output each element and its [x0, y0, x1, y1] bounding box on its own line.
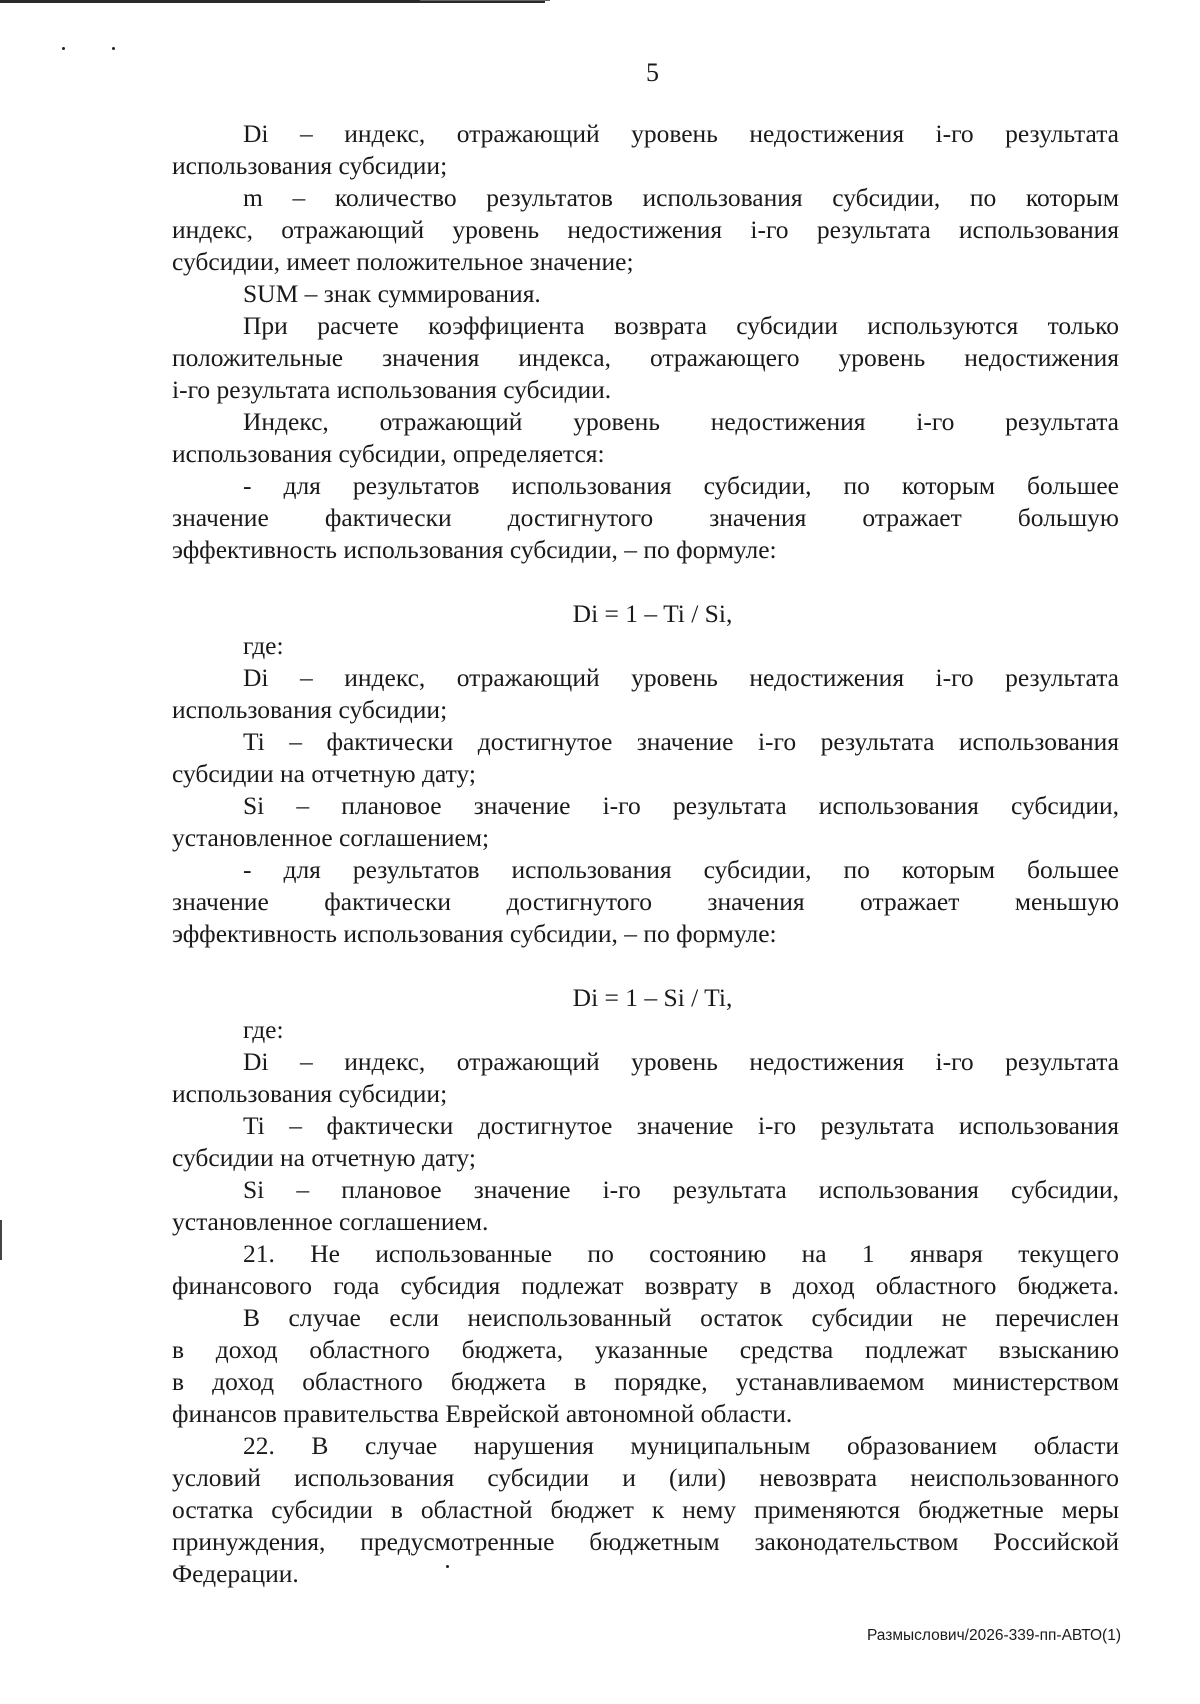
text-line: использования субсидии, определяется:: [172, 439, 605, 468]
scan-edge-line: [420, 0, 550, 1]
text-line: остатка субсидии в областной бюджет к нему применяются бюджетные меры: [172, 1495, 1119, 1524]
text-line: субсидии на отчетную дату;: [172, 759, 476, 788]
text-line: условий использования субсидии и (или) невозврата неиспользованного: [172, 1463, 1119, 1492]
scan-dot: [62, 47, 65, 50]
text-line: В случае если неиспользованный остаток субсидии не перечислен: [243, 1303, 1119, 1332]
text-line: использования субсидии;: [172, 695, 448, 724]
text-line: использования субсидии;: [172, 1079, 448, 1108]
text-line: Индекс, отражающий уровень недостижения i-го результата: [243, 407, 1119, 436]
text-line: использования субсидии;: [172, 151, 448, 180]
text-line: где:: [243, 631, 284, 660]
text-line: Si – плановое значение i-го результата использования субсидии,: [243, 1175, 1119, 1204]
formula: Di = 1 – Si / Ti,: [572, 983, 733, 1012]
text-line: положительные значения индекса, отражающего уровень недостижения: [172, 343, 1119, 372]
text-line: в доход областного бюджета, указанные средства подлежат взысканию: [172, 1335, 1119, 1364]
text-line: m – количество результатов использования субсидии, по которым: [243, 183, 1119, 212]
text-line: установленное соглашением;: [172, 823, 490, 852]
text-line: принуждения, предусмотренные бюджетным законодательством Российской: [172, 1527, 1119, 1556]
text-line: в доход областного бюджета в порядке, устанавливаемом министерством: [172, 1367, 1119, 1396]
text-line: 21. Не использованные по состоянию на 1 января текущего: [243, 1239, 1119, 1268]
text-line: Di – индекс, отражающий уровень недостижения i-го результата: [243, 119, 1119, 148]
text-line: Ti – фактически достигнутое значение i-го результата использования: [243, 1111, 1119, 1140]
text-line: субсидии на отчетную дату;: [172, 1143, 476, 1172]
text-line: 22. В случае нарушения муниципальным образованием области: [243, 1431, 1119, 1460]
text-line: значение фактически достигнутого значения отражает большую: [172, 503, 1119, 532]
text-line: эффективность использования субсидии, – по формуле:: [172, 535, 777, 564]
text-line: Si – плановое значение i-го результата использования субсидии,: [243, 791, 1119, 820]
text-line: Федерации.: [172, 1559, 299, 1588]
text-line: i-го результата использования субсидии.: [172, 375, 612, 404]
text-line: При расчете коэффициента возврата субсидии используются только: [243, 311, 1119, 340]
text-line: где:: [243, 1015, 284, 1044]
text-line: SUM – знак суммирования.: [243, 279, 541, 308]
text-line: эффективность использования субсидии, – по формуле:: [172, 919, 777, 948]
text-line: - для результатов использования субсидии, по которым большее: [243, 471, 1119, 500]
scan-dot: [112, 47, 115, 50]
text-line: субсидии, имеет положительное значение;: [172, 247, 634, 276]
text-line: индекс, отражающий уровень недостижения i-го результата использования: [172, 215, 1119, 244]
text-line: установленное соглашением.: [172, 1207, 489, 1236]
document-footer: Размыслович/2026-339-пп-АВТО(1): [866, 1627, 1121, 1644]
text-line: финансового года субсидия подлежат возврату в доход областного бюджета.: [172, 1271, 1119, 1300]
text-line: финансов правительства Еврейской автономной области.: [172, 1399, 793, 1428]
text-line: Di – индекс, отражающий уровень недостижения i-го результата: [243, 1047, 1119, 1076]
formula: Di = 1 – Ti / Si,: [572, 599, 733, 628]
text-line: значение фактически достигнутого значения отражает меньшую: [172, 887, 1119, 916]
text-line: - для результатов использования субсидии, по которым большее: [243, 855, 1119, 884]
text-line: Di – индекс, отражающий уровень недостижения i-го результата: [243, 663, 1119, 692]
scan-margin-mark: [0, 1220, 2, 1260]
text-line: Ti – фактически достигнутое значение i-го результата использования: [243, 727, 1119, 756]
page-number: 5: [646, 58, 659, 87]
